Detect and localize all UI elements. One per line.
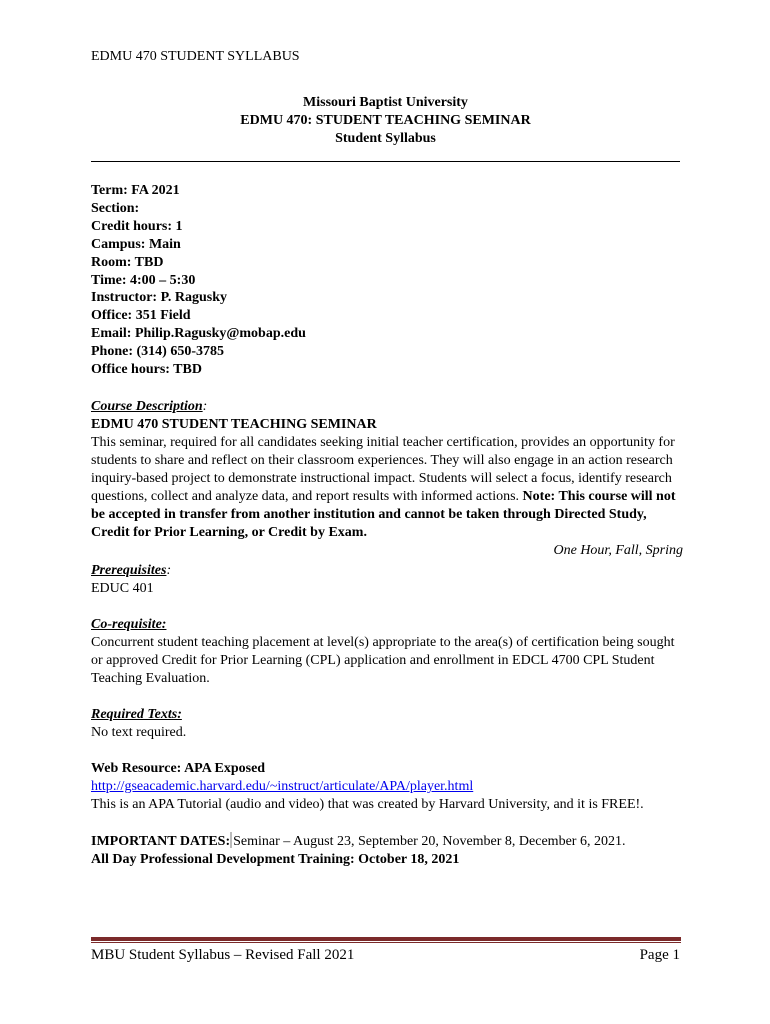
info-phone: Phone: (314) 650-3785 (91, 344, 224, 360)
prerequisites-heading: Prerequisites (91, 563, 167, 578)
prerequisites-colon: : (166, 563, 172, 578)
info-office-hours: Office hours: TBD (91, 362, 202, 378)
footer-rule (91, 937, 681, 941)
corequisite-text: Concurrent student teaching placement at level(s) appropriate to the area(s) of certification being sought or approved Credit for Prior Learning (CPL) application and enrollment in EDCL 4700 CPL Student Teaching Evaluation. (91, 635, 675, 686)
info-instructor: Instructor: P. Ragusky (91, 290, 227, 306)
prerequisites-value: EDUC 401 (91, 581, 154, 596)
info-campus: Campus: Main (91, 236, 181, 252)
info-section: Section: (91, 200, 140, 216)
required-texts-heading: Required Texts: (91, 707, 182, 722)
footer-rule-thin (91, 942, 681, 943)
web-resource-heading: Web Resource: APA Exposed (91, 761, 266, 776)
important-dates (91, 832, 683, 851)
required-texts-value: No text required. (91, 725, 187, 740)
info-term: Term: FA 2021 (91, 183, 180, 198)
page-number: Page 1 (639, 947, 680, 963)
description-course-name: EDMU 470 STUDENT TEACHING SEMINAR (91, 417, 377, 432)
description-heading-line (91, 398, 683, 416)
training-date: All Day Professional Development Training: October 18, 2021 (91, 852, 460, 867)
important-dates-label: IMPORTANT DATES: (91, 834, 231, 849)
info-email: Email: Philip.Ragusky@mobap.edu (91, 326, 306, 342)
web-resource-text: This is an APA Tutorial (audio and video) that was created by Harvard University, and it is FREE!. (91, 797, 644, 812)
course-info (91, 182, 306, 379)
document-title: Student Syllabus (335, 131, 436, 146)
apa-tutorial-link[interactable]: http://gseacademic.harvard.edu/~instruct/articulate/APA/player.html (91, 779, 474, 794)
info-credit-hours: Credit hours: 1 (91, 218, 183, 234)
text-cursor (230, 832, 232, 848)
syllabus-body (91, 398, 683, 869)
footer-title: MBU Student Syllabus – Revised Fall 2021 (91, 947, 355, 963)
university-name: Missouri Baptist University (303, 95, 468, 110)
description-heading-colon: : (202, 399, 208, 414)
info-office: Office: 351 Field (91, 308, 191, 324)
important-dates-text: Seminar – August 23, September 20, November 8, December 6, 2021. (233, 834, 626, 849)
course-offered: One Hour, Fall, Spring (553, 543, 683, 558)
prerequisites-heading-line (91, 562, 683, 580)
corequisite-heading: Co-requisite: (91, 617, 167, 632)
title-block (91, 94, 680, 148)
info-time: Time: 4:00 – 5:30 (91, 272, 196, 288)
description-body: This seminar, required for all candidates seeking initial teacher certification, provides an opportunity for students to share and reflect on their classroom experiences. They will also engage in an action research inquiry-based project to demonstrate instructional impact. Students will select a focus, identify research questions, collect and analyze data, and report results with informed actions. (91, 435, 675, 504)
course-title: EDMU 470: STUDENT TEACHING SEMINAR (240, 113, 531, 128)
title-divider (91, 161, 680, 162)
info-room: Room: TBD (91, 254, 164, 270)
running-header: EDMU 470 STUDENT SYLLABUS (91, 49, 300, 64)
description-text (91, 434, 683, 542)
description-heading: Course Description (91, 399, 203, 414)
description-note: Note: This course will not be accepted in transfer from another institution and cannot be taken through Directed Study, Credit for Prior Learning, or Credit by Exam. (91, 489, 676, 540)
